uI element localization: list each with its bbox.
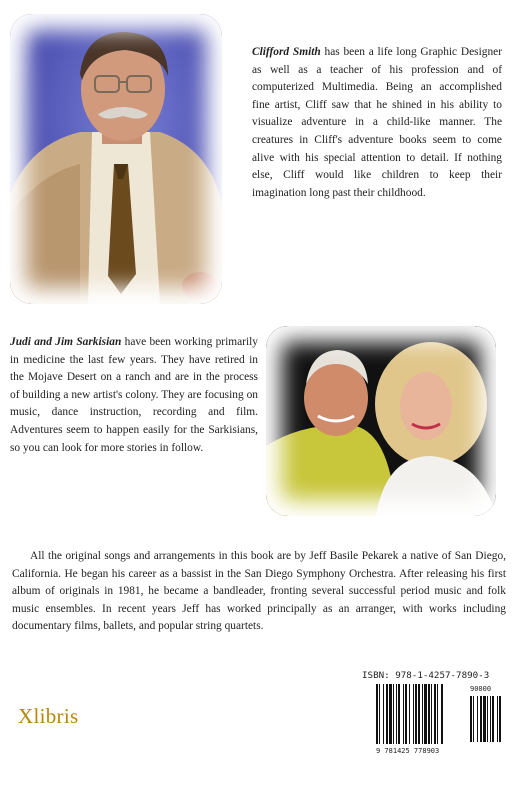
author-name-sarkisian: Judi and Jim Sarkisian: [10, 336, 122, 348]
bio-clifford-smith: [252, 44, 502, 202]
portrait-man-suit: [10, 14, 222, 304]
bio-text-sarkisian: have been working primarily in medicine the last few years. They have retired in the Mojave Desert on a ranch and are in the process of building a new artist's colony. They are focusing on music, dance instruction, recording and film. Adventures seem to happen easily for the Sarkisians, so you can look for more stories in follow.: [10, 336, 258, 454]
price-code: 90000: [470, 685, 492, 693]
barcode-digits: 9 781425 778903: [376, 747, 440, 755]
author-name-smith: Clifford Smith: [252, 46, 321, 58]
photo-sarkisian-couple: [266, 326, 496, 516]
bio-text-smith: has been a life long Graphic Designer as well as a teacher of his profession and of computerized Multimedia. Being an accomplished fine artist, Cliff saw that he shined in his ability to visualize adventure in a child-like manner. The creatures in Cliff's adventure books seem to come alive with his special attention to detail. If nothing else, Cliff would like children to keep their imagination long past their childhood.: [252, 46, 502, 199]
isbn-number: ISBN: 978-1-4257-7890-3: [362, 670, 490, 681]
bio-jeff-pekarek: All the original songs and arrangements in this book are by Jeff Basile Pekarek a native of San Diego, California. He began his career as a bassist in the San Diego Symphony Orchestra. After releasing his first album of originals in 1981, he became a bandleader, fronting several successful period music and folk music ensembles. In recent years Jeff has worked principally as an arranger, with works including documentary films, ballets, and popular string quartets.: [12, 550, 506, 633]
publisher-logo: Xlibris: [18, 704, 79, 728]
portrait-couple: [266, 326, 496, 516]
bio-sarkisian: [10, 334, 258, 457]
photo-clifford-smith: [10, 14, 222, 304]
